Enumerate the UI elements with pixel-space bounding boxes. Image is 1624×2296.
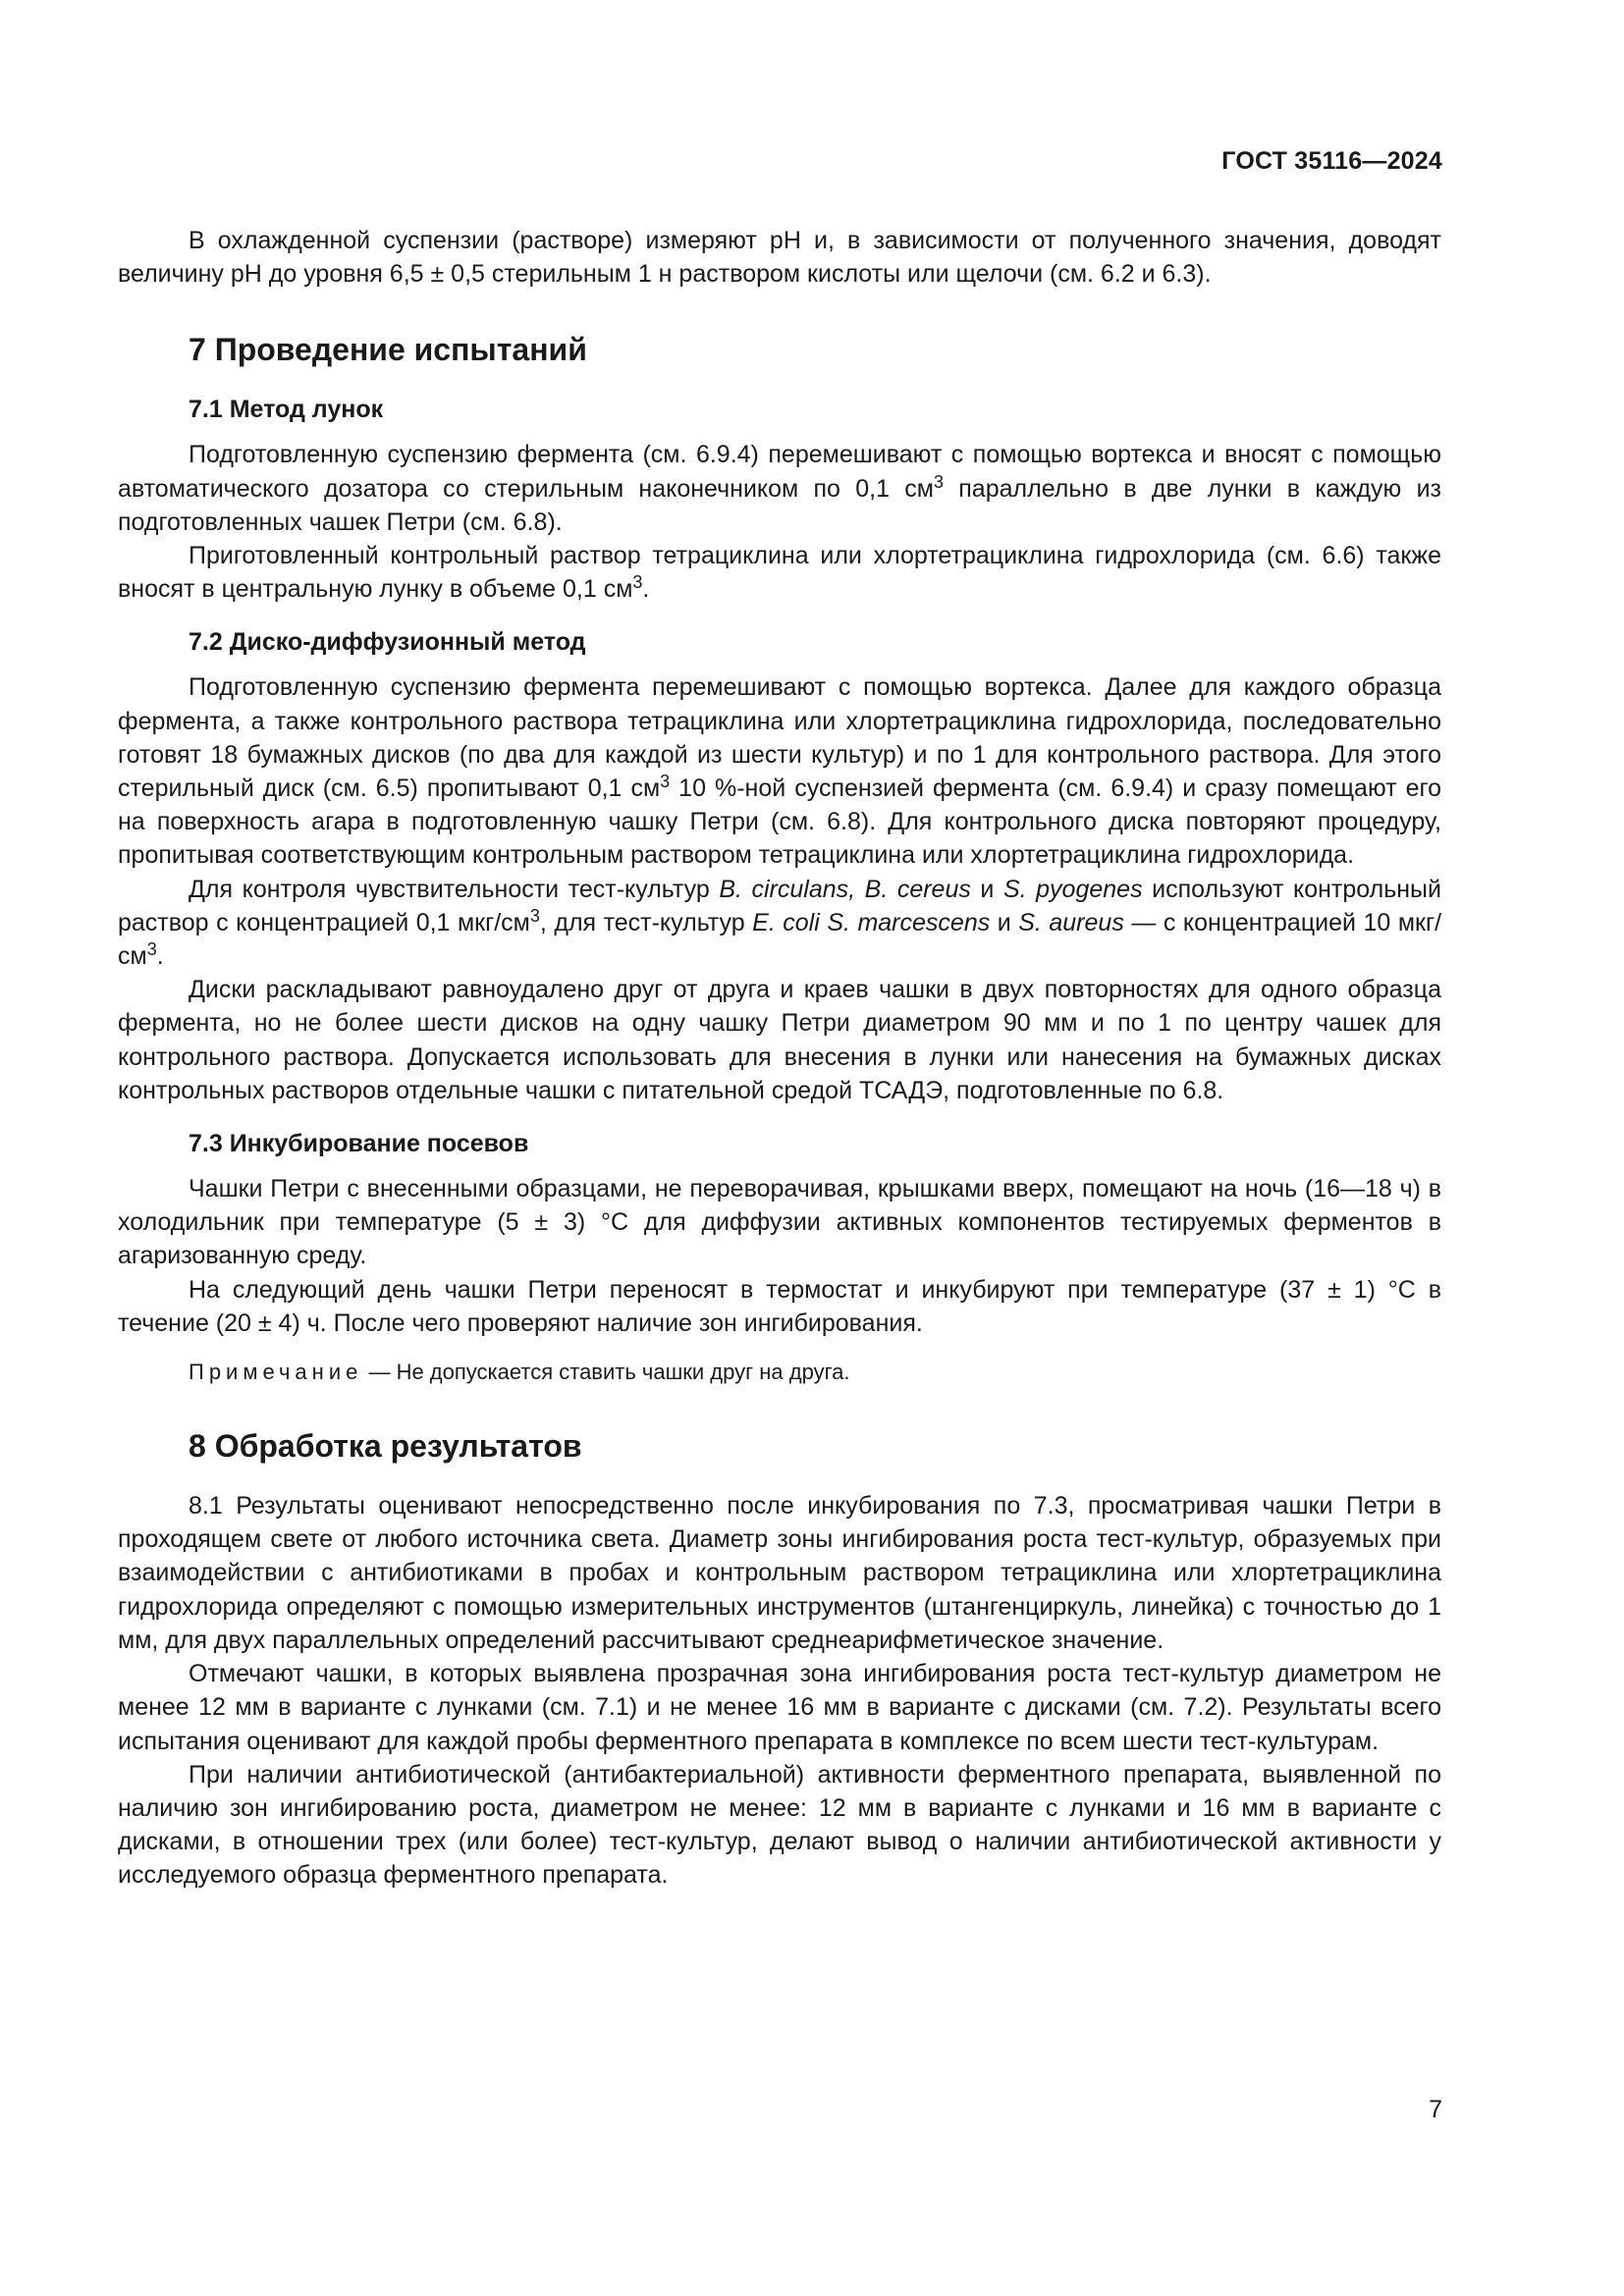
page-number: 7 (1429, 2096, 1442, 2123)
subsection-7-2-paragraph-3: Диски раскладывают равноудалено друг от друга и краев чашки в двух повторностях для одного образца фермента, но не более шести дисков на одну чашку Петри диаметром 90 мм и по 1 по центру чашек для контрольного раствора. Допускается использовать для внесения в лунки или нанесения на бумажных дисках контрольных растворов отдельные чашки с питательной средой ТСАДЭ, подготовленные по 6.8. (118, 976, 1441, 1104)
section-8-paragraph-2: Отмечают чашки, в которых выявлена прозрачная зона ингибирования роста тест-культур диаметром не менее 12 мм в варианте с лунками (см. 7.1) и не менее 16 мм в варианте с дисками (см. 7.2). Результаты всего испытания оценивают для каждой пробы ферментного препарата в комплексе по всем шести тест-культурам. (118, 1660, 1441, 1755)
subsection-7-3-paragraph-2: На следующий день чашки Петри переносят в термостат и инкубируют при температуре (37 ± 1) °С в течение (20 ± 4) ч. После чего проверяют наличие зон ингибирования. (118, 1275, 1441, 1337)
intro-paragraph: В охлажденной суспензии (растворе) измеряют pH и, в зависимости от полученного значения, доводят величину pH до уровня 6,5 ± 0,5 стерильным 1 н раствором кислоты или щелочи (см. 6.2 и 6.3). (118, 227, 1441, 289)
document-code: ГОСТ 35116—2024 (1221, 147, 1442, 175)
subsection-7-3-paragraph-1: Чашки Петри с внесенными образцами, не переворачивая, крышками вверх, помещают на ночь (16—18 ч) в холодильник при температуре (5 ± 3) °С для диффузии активных компонентов тестируемых ферментов в агаризованную среду. (118, 1175, 1441, 1270)
subsection-7-1-paragraph-2: Приготовленный контрольный раствор тетрациклина или хлортетрациклина гидрохлорида (см. 6.6) также вносят в центральную лунку в объеме 0,1 $см^3$. (118, 542, 1441, 604)
section-8-heading: 8 Обработка результатов (189, 1428, 582, 1465)
note-text: — Не допускается ставить чашки друг на друга. (362, 1360, 850, 1385)
section-8-paragraph-1: 8.1 Результаты оценивают непосредственно после инкубирования по 7.3, просматривая чашки Петри в проходящем свете от любого источника света. Диаметр зоны ингибирования роста тест-культур, образуемых при взаимодействии с антибиотиками в пробах и контрольным раствором тетрациклина или хлортетрациклина гидрохлорида определяют с помощью измерительных инструментов (штангенциркуль, линейка) с точностью до 1 мм, для двух параллельных определений рассчитывают среднеарифметическое значение. (118, 1492, 1441, 1654)
subsection-7-3-heading: 7.3 Инкубирование посевов (189, 1130, 529, 1158)
subsection-7-1-heading: 7.1 Метод лунок (189, 396, 384, 424)
subsection-7-1-paragraph-1: Подготовленную суспензию фермента (см. 6.9.4) перемешивают с помощью вортекса и вносят с помощью автоматического дозатора со стерильным наконечником по 0,1 $см^3$ параллельно в две лунки в каждую из подготовленных чашек Петри (см. 6.8). (118, 441, 1441, 536)
section-8-paragraph-3: При наличии антибиотической (антибактериальной) активности ферментного препарата, выявленной по наличию зон ингибированию роста, диаметром не менее: 12 мм в варианте с лунками и 16 мм в варианте с дисками, в отношении трех (или более) тест-культур, делают вывод о наличии антибиотической активности у исследуемого образца ферментного препарата. (118, 1760, 1441, 1890)
section-7-heading: 7 Проведение испытаний (189, 332, 587, 368)
subsection-7-2-paragraph-1: Подготовленную суспензию фермента перемешивают с помощью вортекса. Далее для каждого образца фермента, а также контрольного раствора тетрациклина или хлортетрациклина гидрохлорида, последовательно готовят 18 бумажных дисков (по два для каждой из шести культур) и по 1 для контрольного раствора. Для этого стерильный диск (см. 6.5) пропитывают 0,1 $см^3$ 10 %-ной суспензией фермента (см. 6.9.4) и сразу помещают его на поверхность агара в подготовленную чашку Петри (см. 6.8). Для контрольного диска повторяют процедуру, пропитывая соответствующим контрольным раствором тетрациклина или хлортетрациклина гидрохлорида. (118, 673, 1441, 870)
subsection-7-2-paragraph-2: Для контроля чувствительности тест-культур B. circulans, B. cereus и S. pyogenes используют контрольный раствор с концентрацией 0,1 мкг/$см^3$, для тест-культур E. coli S. marcescens и S. aureus — с концентрацией 10 мкг/$см^3$. (118, 875, 1442, 971)
subsection-7-2-heading: 7.2 Диско-диффузионный метод (189, 628, 586, 657)
document-body (118, 224, 1441, 1893)
note (189, 1358, 1441, 1387)
note-label: Примечание (189, 1360, 363, 1385)
